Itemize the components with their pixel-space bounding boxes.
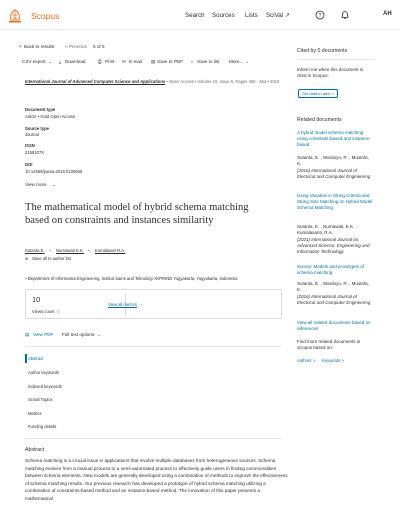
source-year: 2019: [269, 79, 280, 84]
print-icon: ⎙: [98, 59, 102, 64]
person-add-icon: ⊕: [25, 256, 29, 261]
info-icon[interactable]: ⓘ: [56, 309, 61, 314]
issn-label: ISSN: [25, 143, 35, 148]
related-authors: Sutanta, E. , Wardoyo, R. , Mustofa, K.: [297, 155, 369, 166]
svg-text:?: ?: [318, 13, 322, 19]
related-source: (2016) International Journal of Electrical and Computer Engineering: [297, 294, 371, 305]
pdf-icon: ▤: [151, 59, 156, 64]
views-count: 10: [32, 295, 41, 304]
download-icon: ⤓: [59, 59, 62, 64]
download-button[interactable]: Download: [65, 59, 86, 64]
section-link-abstract[interactable]: Abstract: [28, 356, 44, 361]
related-source: (2016) International Journal of Electrical and Computer Engineering: [297, 168, 371, 179]
chevron-right-icon[interactable]: ›: [141, 302, 143, 307]
author-link[interactable]: Kumalasari R.A.: [95, 248, 126, 253]
section-link-author-keywords[interactable]: Author keywords: [28, 370, 60, 375]
source-line: [25, 78, 283, 85]
related-documents-heading: Related documents: [297, 117, 342, 123]
article-title: The mathematical model of hybrid schema matching based on constraints and instances similarity: [25, 202, 249, 226]
related-authors: Sutanta, E. , Nurnawati, E.K. , Kumalasanti, R.A.: [297, 224, 357, 235]
help-icon[interactable]: [315, 10, 325, 20]
email-button[interactable]: E-mail: [129, 59, 143, 64]
divider: [25, 438, 281, 439]
view-all-related-link[interactable]: View all related documents based on references: [297, 320, 371, 331]
doc-type-value: Article • Gold Open Access: [25, 114, 76, 119]
active-section-indicator: [25, 354, 27, 363]
section-link-indexed-keywords[interactable]: Indexed keywords: [28, 384, 62, 389]
author-separator: ᵃ,: [88, 248, 91, 253]
chevron-down-icon[interactable]: ⌄: [97, 332, 101, 337]
chevron-down-icon[interactable]: ⌄: [52, 182, 56, 187]
star-icon: ☆: [190, 59, 195, 64]
elsevier-logo-icon[interactable]: [6, 8, 24, 24]
print-button[interactable]: Print: [105, 59, 115, 64]
doi-label: DOI: [25, 162, 33, 167]
nav-lists[interactable]: Lists: [245, 12, 258, 19]
user-avatar[interactable]: AH: [383, 11, 392, 17]
back-to-results-link[interactable]: Back to results: [24, 44, 55, 49]
doc-type-label: Document type: [25, 107, 56, 112]
metrics-box: [25, 289, 282, 319]
view-all-metrics-link[interactable]: View all metrics: [108, 302, 138, 307]
affiliation: ᵃ Department of Informatics Engineering, Institut Sains and Teknologi AKPRIND Yogyakarta, Yogyakarta, Indonesia: [25, 276, 238, 281]
author-link[interactable]: Sutanta E.: [25, 248, 45, 253]
section-link-scival-topics[interactable]: SciVal Topics: [28, 397, 53, 402]
related-title-link[interactable]: A hybrid model schema matching using constraint-based and instance-based: [297, 130, 371, 147]
find-more-text: Find more related documents in Scopus based on:: [297, 339, 361, 350]
save-list-button[interactable]: Save to list: [197, 59, 220, 64]
result-position: 5 of 5: [93, 44, 105, 49]
cited-by-heading: Cited by 0 documents: [297, 48, 348, 54]
set-citation-alert-button[interactable]: Set citation alert >: [298, 89, 338, 98]
journal-link[interactable]: International Journal of Advanced Computer Science and Applications: [25, 79, 166, 84]
chevron-down-icon[interactable]: ⌄: [48, 59, 52, 64]
save-pdf-button[interactable]: Save to PDF: [157, 59, 184, 64]
authors-link[interactable]: Authors >: [297, 358, 316, 363]
views-label: Views count: [32, 309, 55, 314]
source-type-label: Source type: [25, 126, 49, 131]
save-authors-link[interactable]: Save all to author list: [32, 256, 71, 261]
chevron-down-icon[interactable]: ⌄: [245, 59, 249, 64]
divider: [25, 346, 281, 347]
cited-inform-text: Inform me when this document is cited in Scopus:: [297, 67, 364, 78]
pdf-icon: ▤: [25, 332, 30, 337]
keywords-link[interactable]: Keywords >: [322, 358, 344, 363]
csv-export-button[interactable]: CSV export: [22, 59, 46, 64]
more-button[interactable]: More...: [229, 59, 244, 64]
source-details: • Open Access • Volume 10, Issue 6, Pages 459 - 464 •: [166, 79, 269, 84]
related-source: (2021) International Journal on Advanced Science, Engineering and Information Technology: [297, 237, 370, 254]
full-text-options-button[interactable]: Full text options: [62, 332, 95, 337]
bell-icon[interactable]: [340, 10, 350, 20]
issn-value: 2158107X: [25, 150, 45, 155]
nav-scival[interactable]: SciVal ↗: [266, 12, 290, 19]
abstract-heading: Abstract: [25, 447, 45, 453]
top-header: [0, 0, 400, 30]
author-separator: ᵃ,: [49, 248, 52, 253]
email-icon: ✉: [122, 59, 126, 64]
source-type-value: Journal: [25, 132, 39, 137]
related-title-link[interactable]: Using Variation in String Criteria and String Size Matching on Hybrid Model Schema Matching: [297, 193, 373, 210]
nav-sources[interactable]: Sources: [212, 12, 235, 19]
related-title-link[interactable]: Survey: Models and prototypes of schema matching: [297, 264, 365, 275]
divider: [297, 59, 375, 60]
brand-name[interactable]: Scopus: [31, 11, 60, 21]
view-pdf-link[interactable]: View PDF: [33, 332, 54, 337]
previous-link[interactable]: < Previous: [65, 44, 87, 49]
nav-search[interactable]: Search: [185, 12, 205, 19]
view-more-link[interactable]: View more: [25, 182, 47, 187]
section-link-metrics[interactable]: Metrics: [28, 411, 42, 416]
related-authors: Sutanta, E. , Wardoyo, R. , Mustofa, K.: [297, 281, 369, 292]
author-link[interactable]: Nurnawati E.K.: [56, 248, 84, 253]
back-arrow-icon[interactable]: <: [19, 44, 22, 49]
abstract-text: Schema matching is a crucial issue in applications that involve multiple databases from heterogeneous sources. Schema matching evolves from a manual process to a semi-automated process to effectively guide users in finding commonalities between schema elements. New models are generally developed using a combination of methods to improve the effectiveness of schema matching results. Our previous research has developed a prototype of hybrid schema matching utilizing a combination of constraints-based method and an instance-based method. The innovation of this paper presents a mathematical: [25, 458, 288, 501]
section-link-funding[interactable]: Funding details: [28, 424, 57, 429]
doi-value: 10.14569/ijacsa.2019.0100659: [25, 169, 83, 174]
